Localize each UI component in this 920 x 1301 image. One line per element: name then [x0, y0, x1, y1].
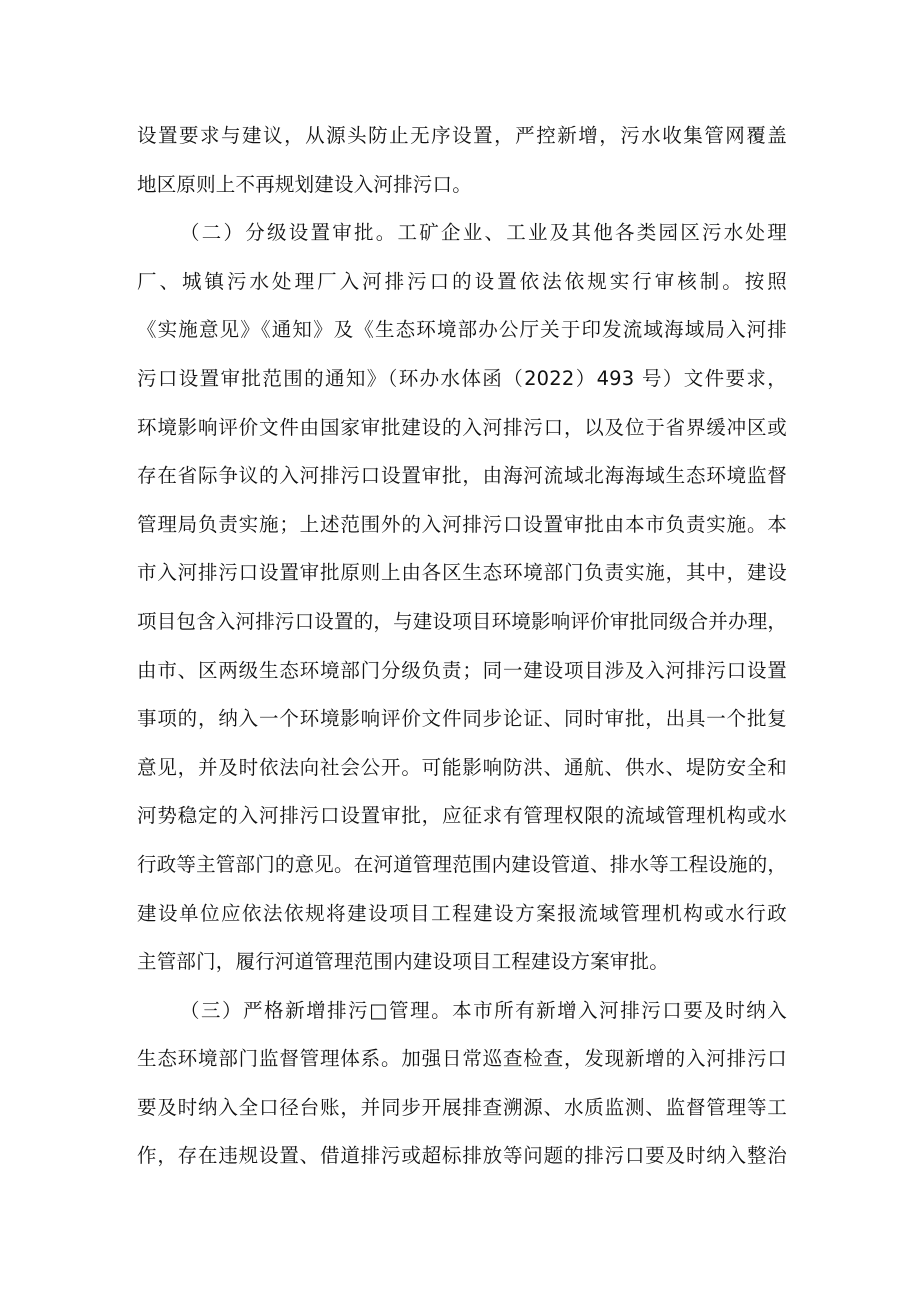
- text-line: 作，存在违规设置、借道排污或超标排放等问题的排污口要及时纳入整治: [137, 1144, 787, 1168]
- text-line: 行政等主管部门的意见。在河道管理范围内建设管道、排水等工程设施的，: [137, 852, 788, 876]
- text-line: 河势稳定的入河排污口设置审批，应征求有管理权限的流域管理机构或水: [137, 804, 787, 828]
- text-line: 项目包含入河排污口设置的，与建设项目环境影响评价审批同级合并办理，: [137, 609, 788, 633]
- document-body: [137, 117, 787, 1186]
- text-line: 管理局负责实施；上述范围外的入河排污口设置审批由本市负责实施。本: [137, 512, 787, 536]
- text-line: 污口设置审批范围的通知》（环办水体函（2022）493 号）文件要求，: [137, 366, 787, 390]
- text-line: 生态环境部门监督管理体系。加强日常巡查检查，发现新增的入河排污口: [137, 1047, 787, 1071]
- text-line: 环境影响评价文件由国家审批建设的入河排污口，以及位于省界缓冲区或: [137, 415, 787, 439]
- text-line: 主管部门，履行河道管理范围内建设项目工程建设方案审批。: [137, 950, 669, 974]
- text-line: 建设单位应依法依规将建设项目工程建设方案报流域管理机构或水行政: [137, 901, 787, 925]
- text-line: 市入河排污口设置审批原则上由各区生态环境部门负责实施，其中，建设: [137, 561, 787, 585]
- text-line: 设置要求与建议，从源头防止无序设置，严控新增，污水收集管网覆盖: [137, 124, 787, 147]
- text-line: 意见，并及时依法向社会公开。可能影响防洪、通航、供水、堤防安全和: [137, 755, 787, 779]
- text-line: 《实施意见》《通知》及《生态环境部办公厅关于印发流域海域局入河排: [137, 318, 787, 342]
- section-heading-line: （三）严格新增排污□管理。本市所有新增入河排污口要及时纳入: [180, 998, 787, 1022]
- text-line: 地区原则上不再规划建设入河排污口。: [137, 172, 472, 196]
- section-heading-line: （二）分级设置审批。工矿企业、工业及其他各类园区污水处理: [180, 221, 787, 245]
- text-line: 要及时纳入全口径台账，并同步开展排查溯源、水质监测、监督管理等工: [137, 1095, 787, 1119]
- text-line: 存在省际争议的入河排污口设置审批，由海河流域北海海域生态环境监督: [137, 464, 787, 488]
- text-line: 由市、区两级生态环境部门分级负责；同一建设项目涉及入河排污口设置: [137, 658, 787, 682]
- text-line: 事项的，纳入一个环境影响评价文件同步论证、同时审批，出具一个批复: [137, 707, 787, 731]
- text-line: 厂、城镇污水处理厂入河排污口的设置依法依规实行审核制。按照: [137, 269, 787, 293]
